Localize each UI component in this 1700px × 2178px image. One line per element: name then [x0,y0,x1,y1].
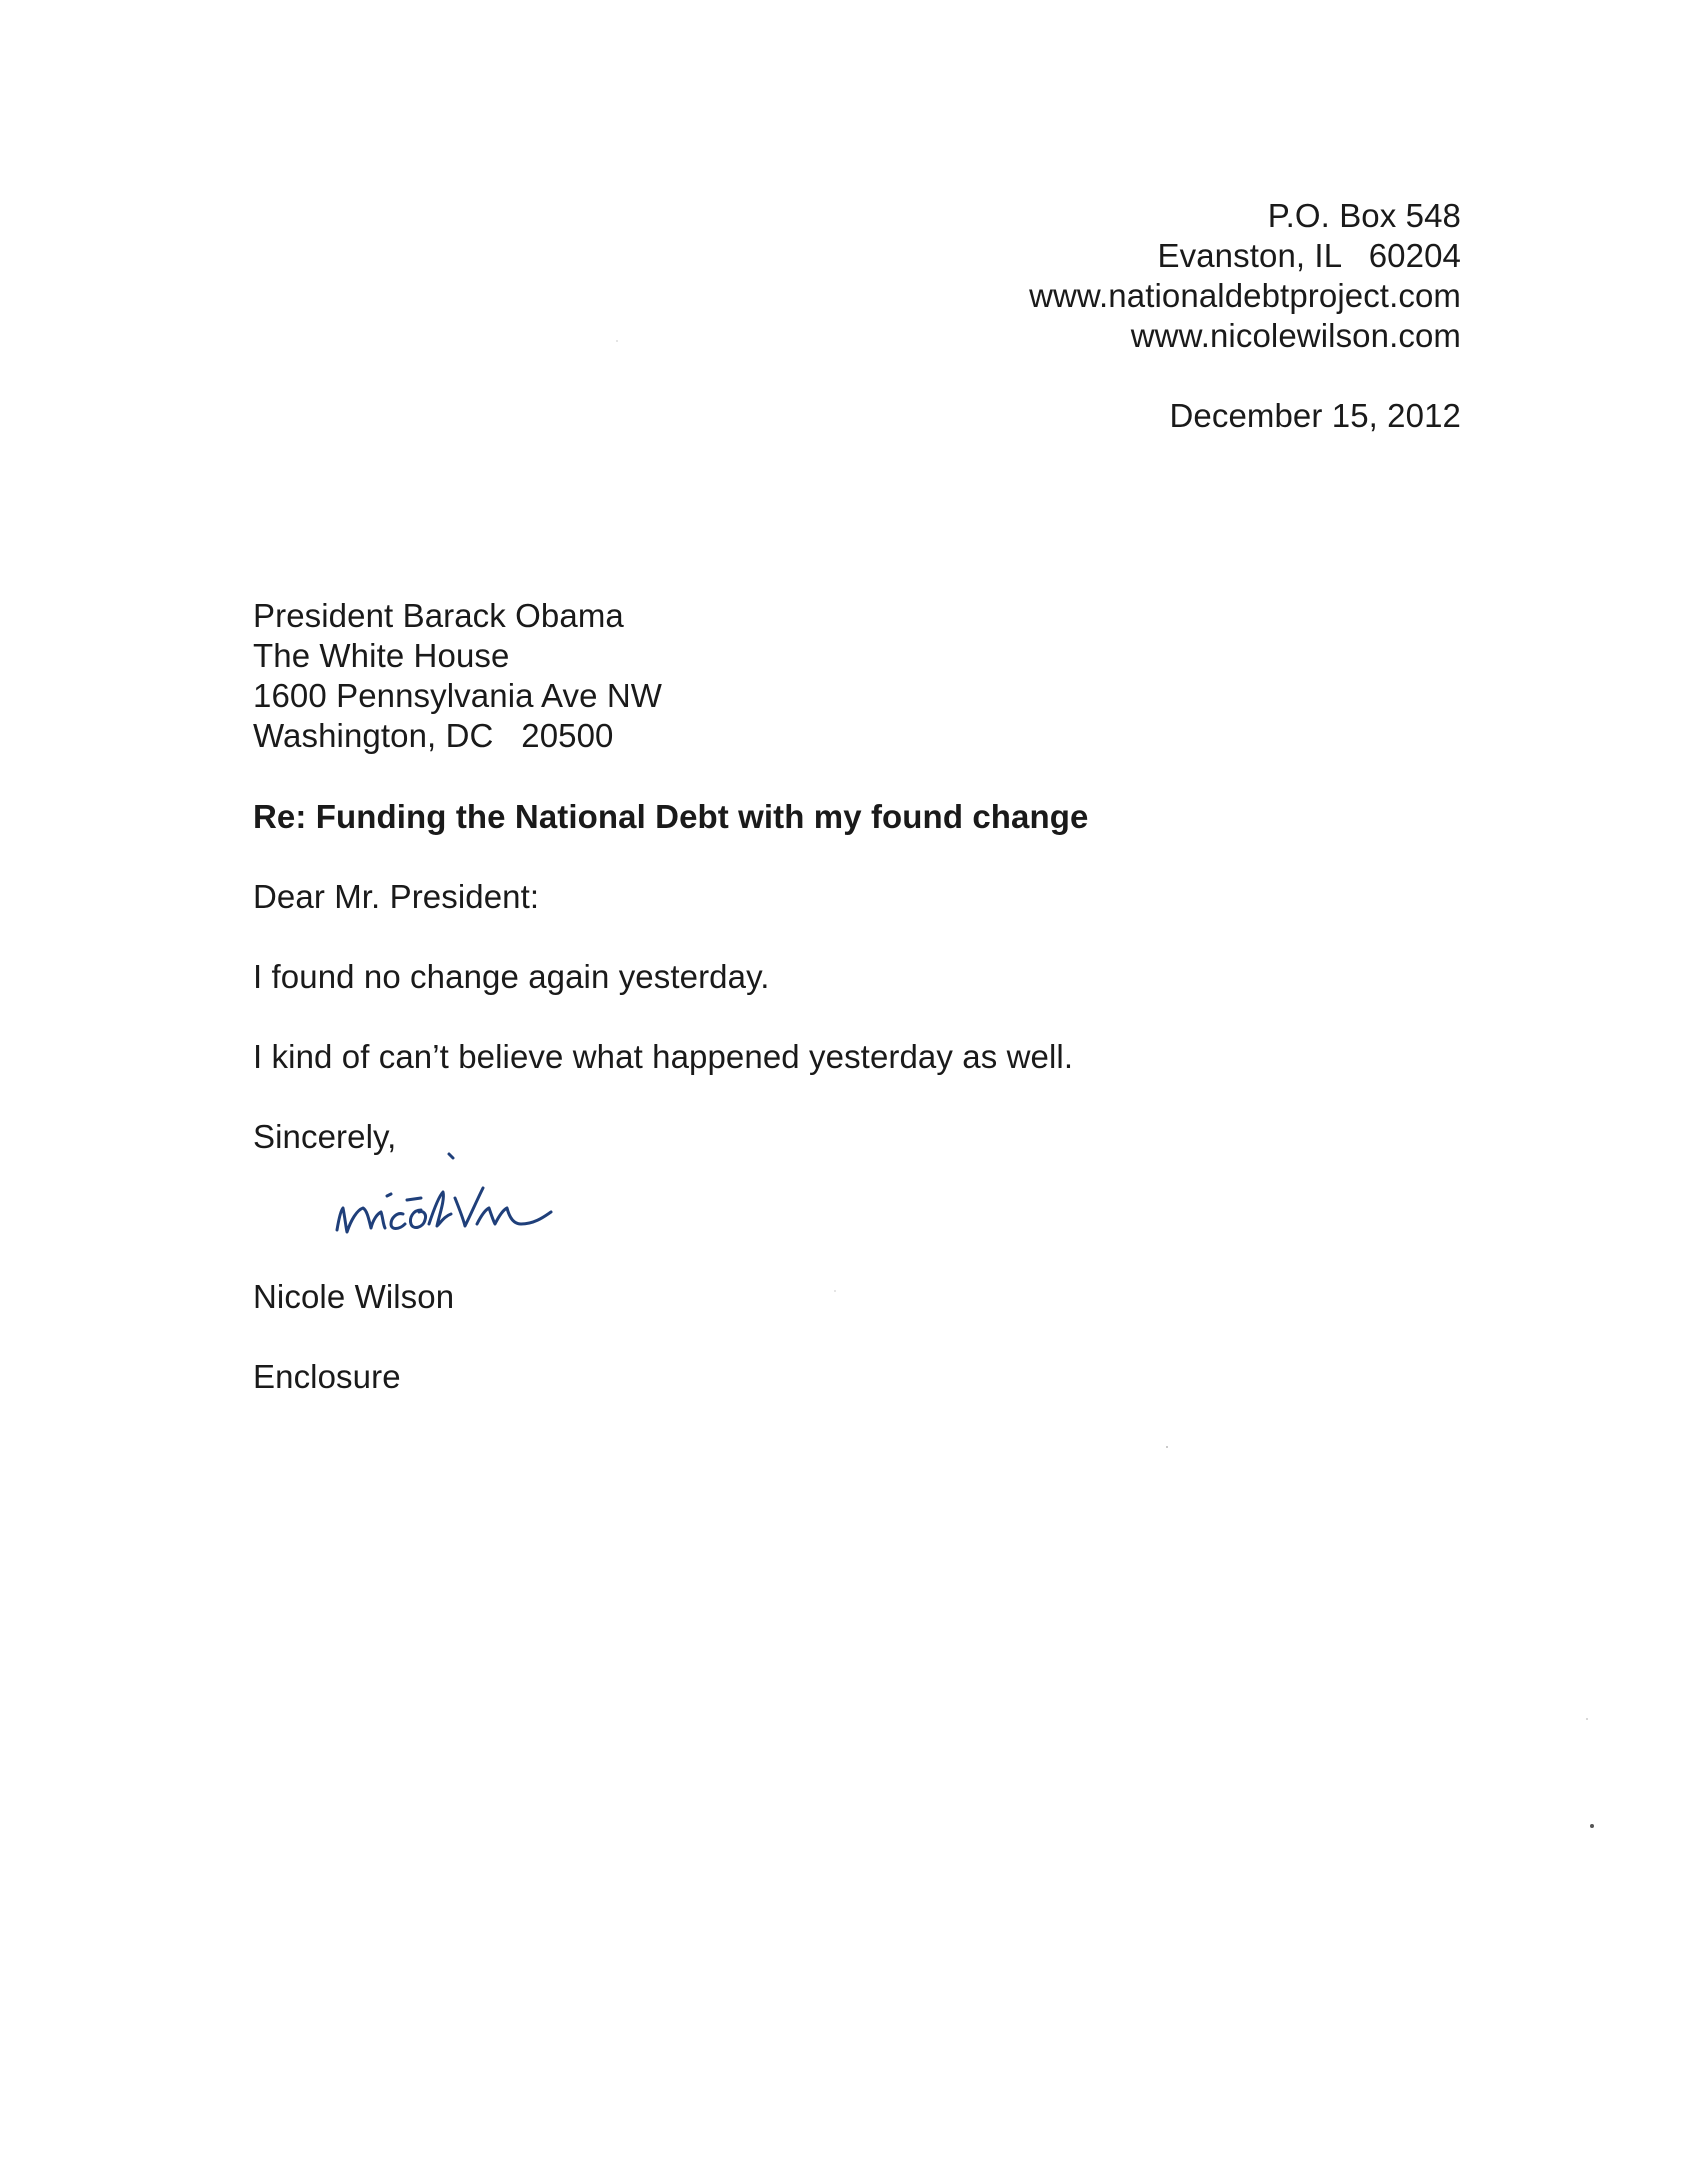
sender-website-national-debt: www.nationaldebtproject.com [1029,277,1461,314]
scan-speck [616,340,618,342]
sender-address-block [1029,196,1461,356]
recipient-address-block [253,596,662,756]
recipient-street: 1600 Pennsylvania Ave NW [253,677,663,714]
scan-speck [1586,1718,1588,1720]
letter-date: December 15, 2012 [1169,397,1461,434]
recipient-city-state-zip: Washington, DC 20500 [253,717,614,754]
body-paragraph-2: I kind of can’t believe what happened yesterday as well. [253,1038,1074,1075]
recipient-organization: The White House [253,637,510,674]
scan-speck [1590,1824,1594,1828]
body-paragraph-1: I found no change again yesterday. [253,958,770,995]
scan-speck [1166,1446,1168,1448]
handwritten-signature [325,1138,665,1248]
enclosure-note: Enclosure [253,1358,401,1395]
scan-speck [834,1290,836,1292]
recipient-name: President Barack Obama [253,597,624,634]
sender-website-personal: www.nicolewilson.com [1130,317,1461,354]
salutation: Dear Mr. President: [253,878,540,915]
sender-city-state-zip: Evanston, IL 60204 [1157,237,1461,274]
subject-line: Re: Funding the National Debt with my found change [253,798,1089,835]
sender-po-box: P.O. Box 548 [1267,197,1461,234]
closing: Sincerely, [253,1118,397,1155]
signer-name: Nicole Wilson [253,1278,455,1315]
